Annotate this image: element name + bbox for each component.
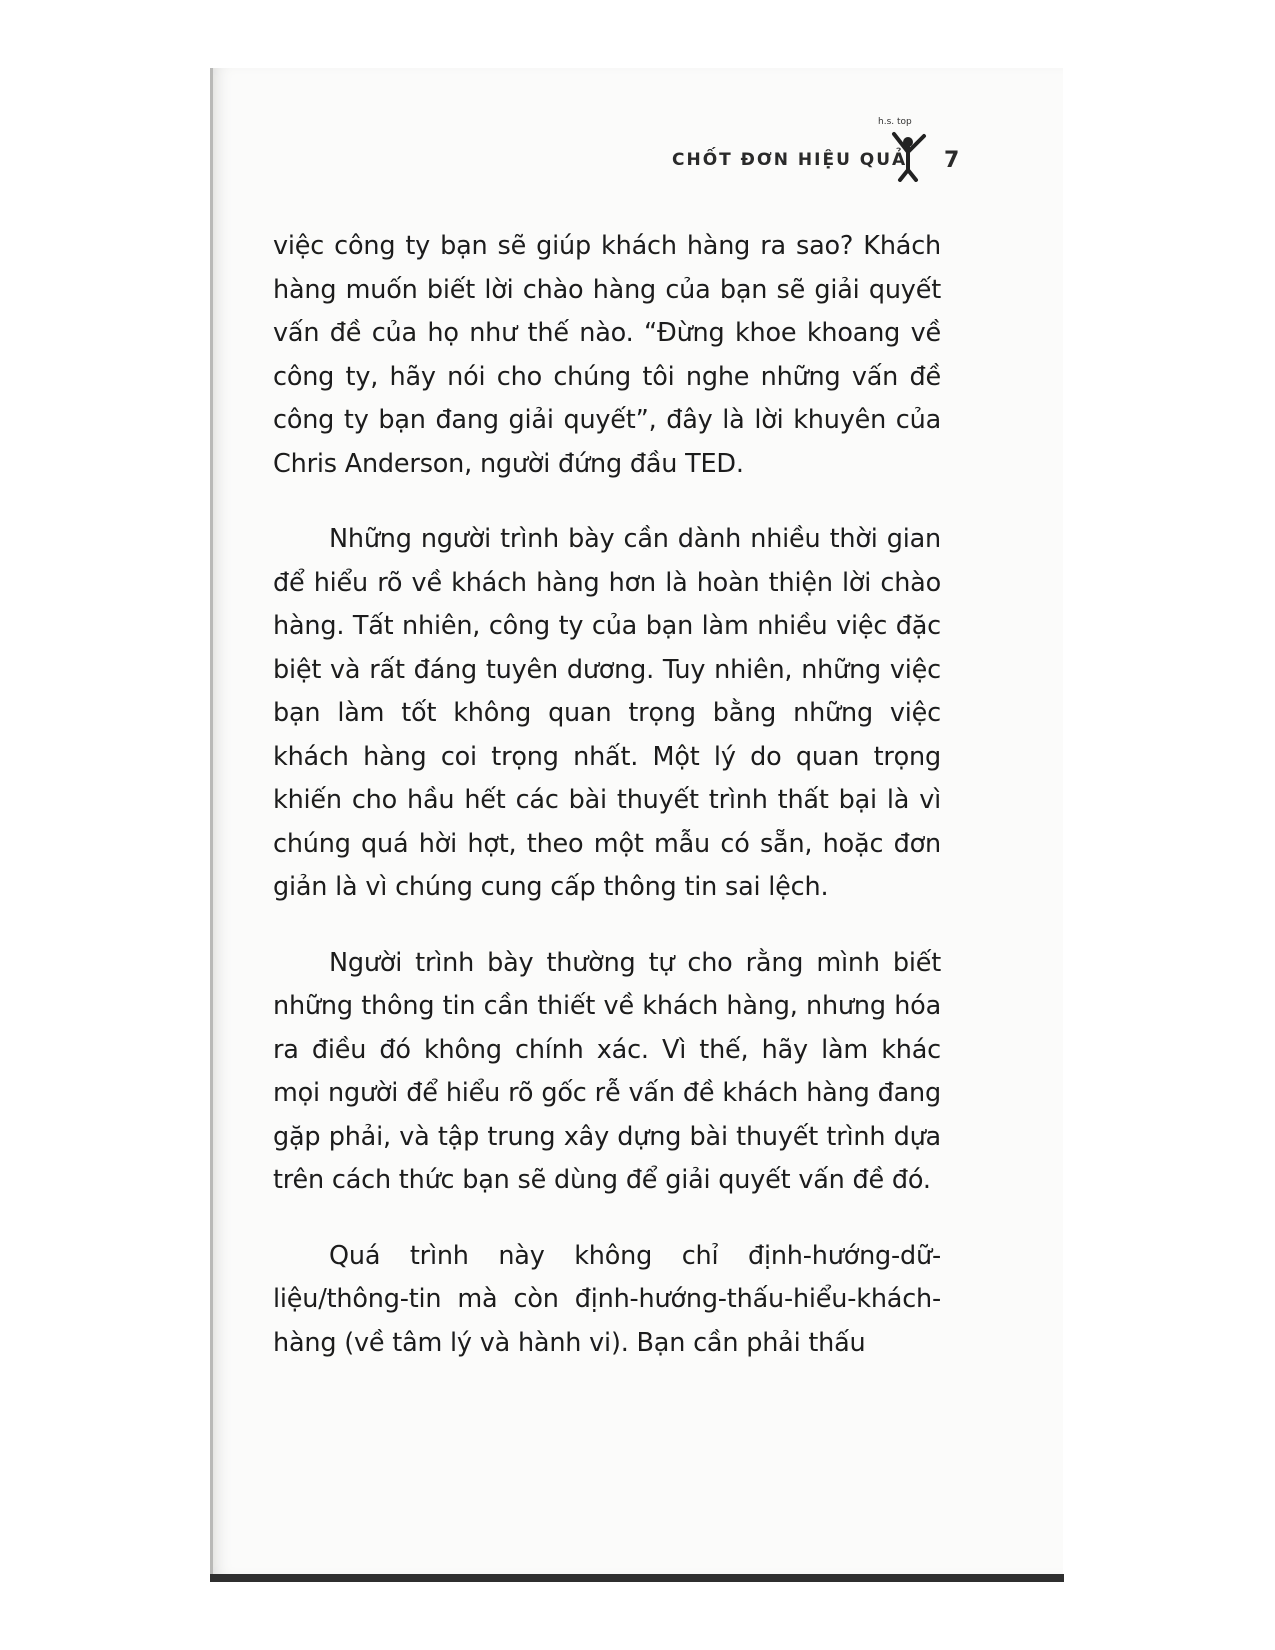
running-title: CHỐT ĐƠN HIỆU QUẢ <box>672 150 908 170</box>
page-bottom-edge <box>210 1574 1064 1582</box>
paragraph-3: Người trình bày thường tự cho rằng mình biết những thông tin cần thiết về khách hàng, nhưng hóa ra điều đó không chính xác. Vì thế, hãy làm khác mọi người để hiểu rõ gốc rễ vấn đề khách hàng đang gặp phải, và tập trung xây dựng bài thuyết trình dựa trên cách thức bạn sẽ dùng để giải quyết vấn đề đó. <box>273 947 941 1195</box>
paragraph-2: Những người trình bày cần dành nhiều thời gian để hiểu rõ về khách hàng hơn là hoàn thiện lời chào hàng. Tất nhiên, công ty của bạn làm nhiều việc đặc biệt và rất đáng tuyên dương. Tuy nhiên, những việc bạn làm tốt không quan trọng bằng những việc khách hàng coi trọng nhất. Một lý do quan trọng khiến cho hầu hết các bài thuyết trình thất bại là vì chúng quá hời hợt, theo một mẫu có sẵn, hoặc đơn giản là vì chúng cung cấp thông tin sai lệch. <box>273 524 941 902</box>
body-text <box>273 225 941 1397</box>
paragraph-4: Quá trình này không chỉ định-hướng-dữ-liệu/thông-tin mà còn định-hướng-thấu-hiểu-khách-hàng (về tâm lý và hành vi). Bạn cần phải thấu <box>273 1240 941 1358</box>
paragraph-1: việc công ty bạn sẽ giúp khách hàng ra sao? Khách hàng muốn biết lời chào hàng của bạn sẽ giải quyết vấn đề của họ như thế nào. “Đừng khoe khoang về công ty, hãy nói cho chúng tôi nghe những vấn đề công ty bạn đang giải quyết”, đây là lời khuyên của Chris Anderson, người đứng đầu TED. <box>273 231 941 479</box>
publisher-logo-icon <box>878 112 936 182</box>
svg-text:h.s. top: h.s. top <box>878 117 912 127</box>
page-number: 7 <box>944 148 960 173</box>
